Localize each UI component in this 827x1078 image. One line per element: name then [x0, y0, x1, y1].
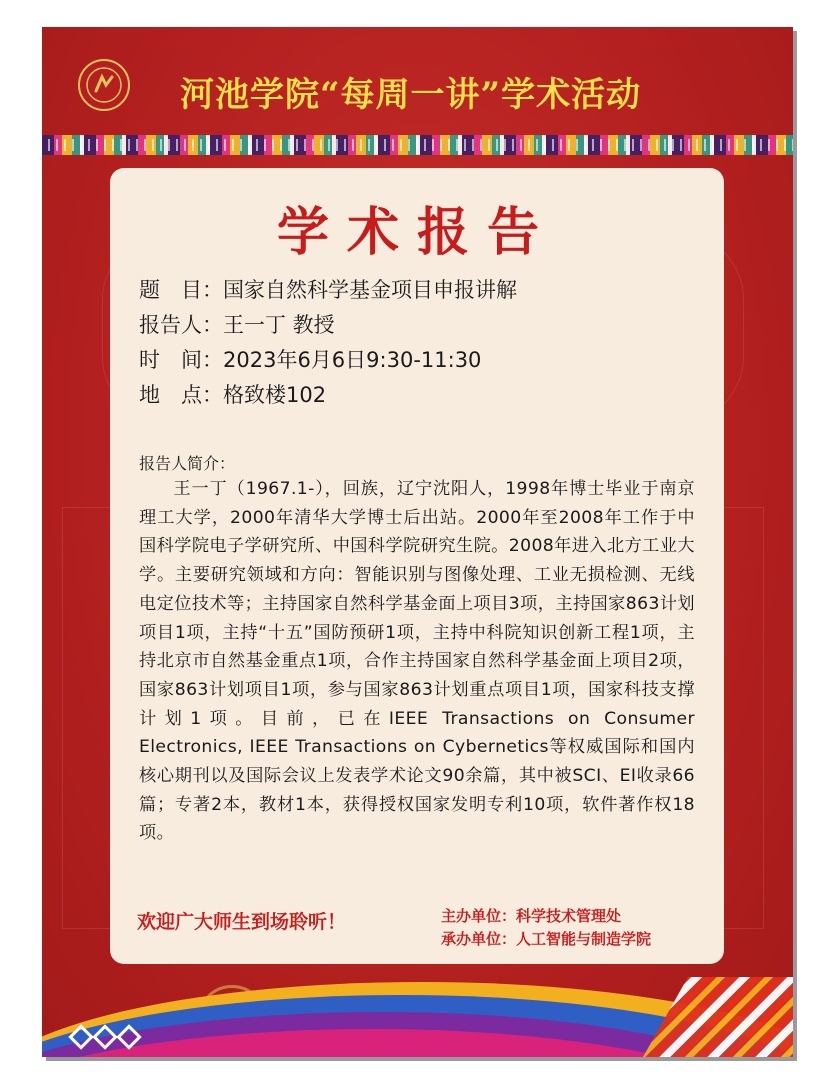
time-value: 2023年6月6日9:30-11:30 — [223, 348, 482, 372]
diamond-pattern-decoration — [72, 1022, 182, 1052]
speaker-value: 王一丁 教授 — [223, 313, 335, 337]
place-row — [139, 379, 326, 409]
place-value: 格致楼102 — [223, 383, 327, 407]
topic-value: 国家自然科学基金项目申报讲解 — [223, 278, 517, 302]
place-label: 地 点： — [139, 383, 223, 407]
diamond-icon — [68, 1024, 93, 1049]
time-label: 时 间： — [139, 348, 223, 372]
report-title: 学术报告 — [276, 202, 557, 263]
topic-row — [139, 274, 517, 304]
speaker-label: 报告人： — [139, 313, 223, 337]
host-unit: 主办单位：科学技术管理处 — [441, 907, 622, 925]
topic-label: 题 目： — [139, 278, 223, 302]
report-card — [110, 168, 724, 964]
time-row — [139, 344, 481, 374]
chevron-pattern-decoration — [643, 977, 793, 1057]
bio-paragraph: 王一丁（1967.1-），回族，辽宁沈阳人，1998年博士毕业于南京理工大学，2000年清华大学博士后出站。2000年至2008年工作于中国科学院电子学研究所、中国科学院研究生院。2008年进入北方工业大学。主要研究领域和方向：智能识别与图像处理、工业无损检测、无线电定位技术等；主持国家自然科学基金面上项目3项，主持国家863计划项目1项，主持“十五”国防预研1项，主持中科院知识创新工程1项，主持北京市自然基金重点1项，合作主持国家自然科学基金面上项目2项，国家863计划项目1项，参与国家863计划重点项目1项，国家科技支撑计划1项。目前，已在IEEE Transactions on Consumer Electronics, IEEE Transactions on Cybernetics等权威国际和国内核心期刊以及国际会议上发表学术论文90余篇，其中被SCI、EI收录66篇；专著2本，教材1本，获得授权国家发明专利10项，软件著作权18项。 — [139, 479, 695, 844]
welcome-message: 欢迎广大师生到场聆听！ — [137, 911, 347, 933]
diamond-icon — [92, 1024, 117, 1049]
diamond-icon — [116, 1024, 141, 1049]
poster — [42, 27, 793, 1057]
university-seal-icon — [78, 59, 130, 111]
organizer-unit: 承办单位：人工智能与制造学院 — [441, 930, 652, 948]
header-title: 河池学院“每周一讲”学术活动 — [180, 75, 642, 115]
seal-graphic — [84, 65, 124, 105]
ethnic-pattern-band-overlay — [42, 139, 793, 151]
bio-heading: 报告人简介： — [139, 454, 236, 473]
speaker-row — [139, 309, 335, 339]
